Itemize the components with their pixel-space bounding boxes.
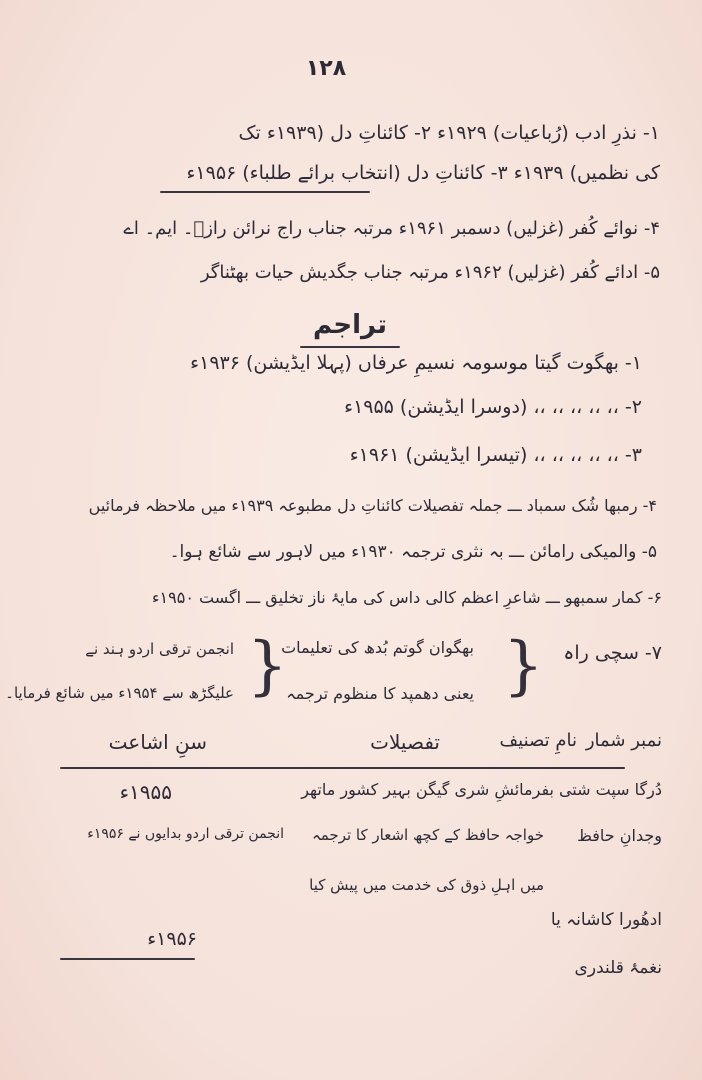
row-1-title: دُرگا سپت شتی — [558, 780, 662, 799]
translation-item-7-title: ۷- سچی راہ — [563, 642, 662, 664]
translation-item-7-c: انجمن ترقی اردو ہند نے — [85, 640, 234, 658]
brace-left: } — [247, 629, 288, 703]
translation-item-7-a: بھگوان گوتم بُدھ کی تعلیمات — [281, 638, 474, 657]
extra-year: ۱۹۵۶ء — [147, 928, 197, 950]
row-1-details: بفرمائشِ شری گیگن بہیر کشور ماتھر — [301, 780, 554, 799]
row-2-title: وجدانِ حافظ — [577, 826, 662, 845]
brace-right: } — [503, 629, 544, 703]
table-header-details: تفصیلات — [370, 730, 440, 754]
translation-item-1: ۱- بھگوت گیتا موسومہ نسیمِ عرفاں (پہلا ایڈیشن) ۱۹۳۶ء — [190, 352, 642, 374]
works-line-4: ۵- ادائے کُفر (غزلیں) ۱۹۶۲ء مرتبہ جناب جگدیش حیات بھٹناگر — [200, 262, 660, 283]
extra-subtitle: نغمۂ قلندری — [574, 958, 662, 978]
works-line-2: کی نظمیں) ۱۹۳۹ء ۳- کائناتِ دل (انتخاب برائے طلباء) ۱۹۵۶ء — [186, 162, 660, 184]
table-header-year: سنِ اشاعت — [108, 730, 207, 754]
row-2-year: انجمن ترقی اردو بدایوں نے ۱۹۵۶ء — [87, 826, 284, 842]
translation-item-7-b: یعنی دھمپد کا منظوم ترجمہ — [286, 684, 474, 703]
extra-underline — [60, 958, 195, 960]
translation-item-5: ۵- والمیکی رامائن ـــ بہ نثری ترجمہ ۱۹۳۰ء میں لاہور سے شائع ہوا۔ — [169, 542, 657, 562]
extra-title: ادھُورا کاشانہ یا — [550, 910, 662, 930]
translation-item-2: ۲- ،، ،، ،، ،، ،، (دوسرا ایڈیشن) ۱۹۵۵ء — [344, 396, 642, 418]
row-2-continuation: میں اہلِ ذوق کی خدمت میں پیش کیا — [309, 876, 544, 894]
table-header-serial: نمبر شمار — [585, 730, 662, 751]
row-2-details: خواجہ حافظ کے کچھ اشعار کا ترجمہ — [311, 826, 544, 844]
translation-item-6: ۶- کمار سمبھو ـــ شاعرِ اعظم کالی داس کی مایۂ ناز تخلیق ـــ اگست ۱۹۵۰ء — [152, 588, 662, 607]
translation-item-4: ۴- رمبھا شُک سمباد ـــ جملہ تفصیلات کائناتِ دل مطبوعہ ۱۹۳۹ء میں ملاحظہ فرمائیں — [88, 496, 657, 515]
heading-underline — [300, 346, 400, 348]
translations-heading: تراجم — [313, 310, 387, 340]
works-line-3: ۴- نوائے کُفر (غزلیں) دسمبر ۱۹۶۱ء مرتبہ جناب راج نرائن رازؔ۔ ایم۔ اے — [123, 218, 660, 239]
underline-1956 — [160, 191, 370, 193]
table-rule — [60, 767, 625, 769]
page-number: ۱۲۸ — [305, 56, 347, 81]
row-1-year: ۱۹۵۵ء — [119, 780, 172, 804]
works-line-1: ۱- نذرِ ادب (رُباعیات) ۱۹۲۹ء ۲- کائناتِ دل (۱۹۳۹ء تک — [238, 122, 660, 144]
translation-item-3: ۳- ،، ،، ،، ،، ،، (تیسرا ایڈیشن) ۱۹۶۱ء — [349, 444, 642, 466]
table-header-title: نامِ تصنیف — [499, 730, 577, 751]
translation-item-7-d: علیگڑھ سے ۱۹۵۴ء میں شائع فرمایا۔ — [5, 684, 234, 702]
